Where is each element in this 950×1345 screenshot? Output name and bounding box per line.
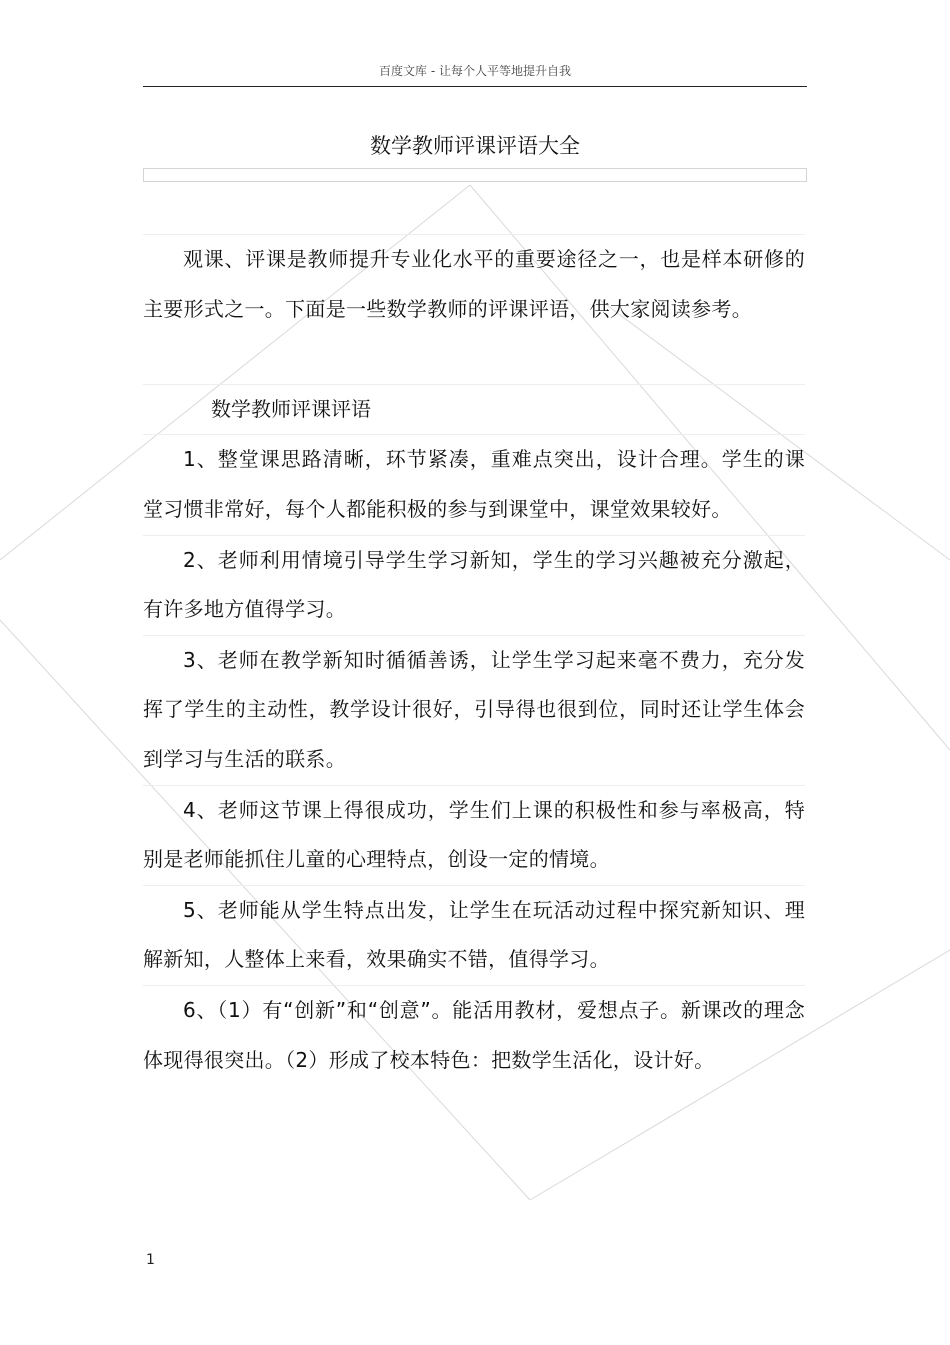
- title-underline-box: [143, 168, 807, 182]
- intro-paragraph: 观课、评课是教师提升专业化水平的重要途径之一，也是样本研修的主要形式之一。下面是一些数学教师的评课评语，供大家阅读参考。: [143, 234, 805, 334]
- document-body: [143, 234, 805, 1085]
- header-rule: [143, 86, 807, 87]
- comment-item-2: 2、老师利用情境引导学生学习新知，学生的学习兴趣被充分激起，有许多地方值得学习。: [143, 535, 805, 635]
- comment-item-6: 6、（1）有“创新”和“创意”。能活用教材，爱想点子。新课改的理念体现得很突出。（2）形成了校本特色：把数学生活化，设计好。: [143, 985, 805, 1085]
- comment-item-4: 4、老师这节课上得很成功，学生们上课的积极性和参与率极高，特别是老师能抓住儿童的心理特点，创设一定的情境。: [143, 785, 805, 885]
- comment-item-3: 3、老师在教学新知时循循善诱，让学生学习起来毫不费力，充分发挥了学生的主动性，教学设计很好，引导得也很到位，同时还让学生体会到学习与生活的联系。: [143, 635, 805, 785]
- section-subheading: 数学教师评课评语: [143, 384, 805, 435]
- page-header: 百度文库 - 让每个人平等地提升自我: [379, 64, 571, 78]
- page-number: 1: [146, 1252, 155, 1268]
- comment-item-5: 5、老师能从学生特点出发，让学生在玩活动过程中探究新知识、理解新知，人整体上来看，效果确实不错，值得学习。: [143, 885, 805, 985]
- comment-item-1: 1、整堂课思路清晰，环节紧凑，重难点突出，设计合理。学生的课堂习惯非常好，每个人都能积极的参与到课堂中，课堂效果较好。: [143, 434, 805, 534]
- paragraph-gap: [143, 334, 805, 384]
- document-title: 数学教师评课评语大全: [370, 134, 580, 158]
